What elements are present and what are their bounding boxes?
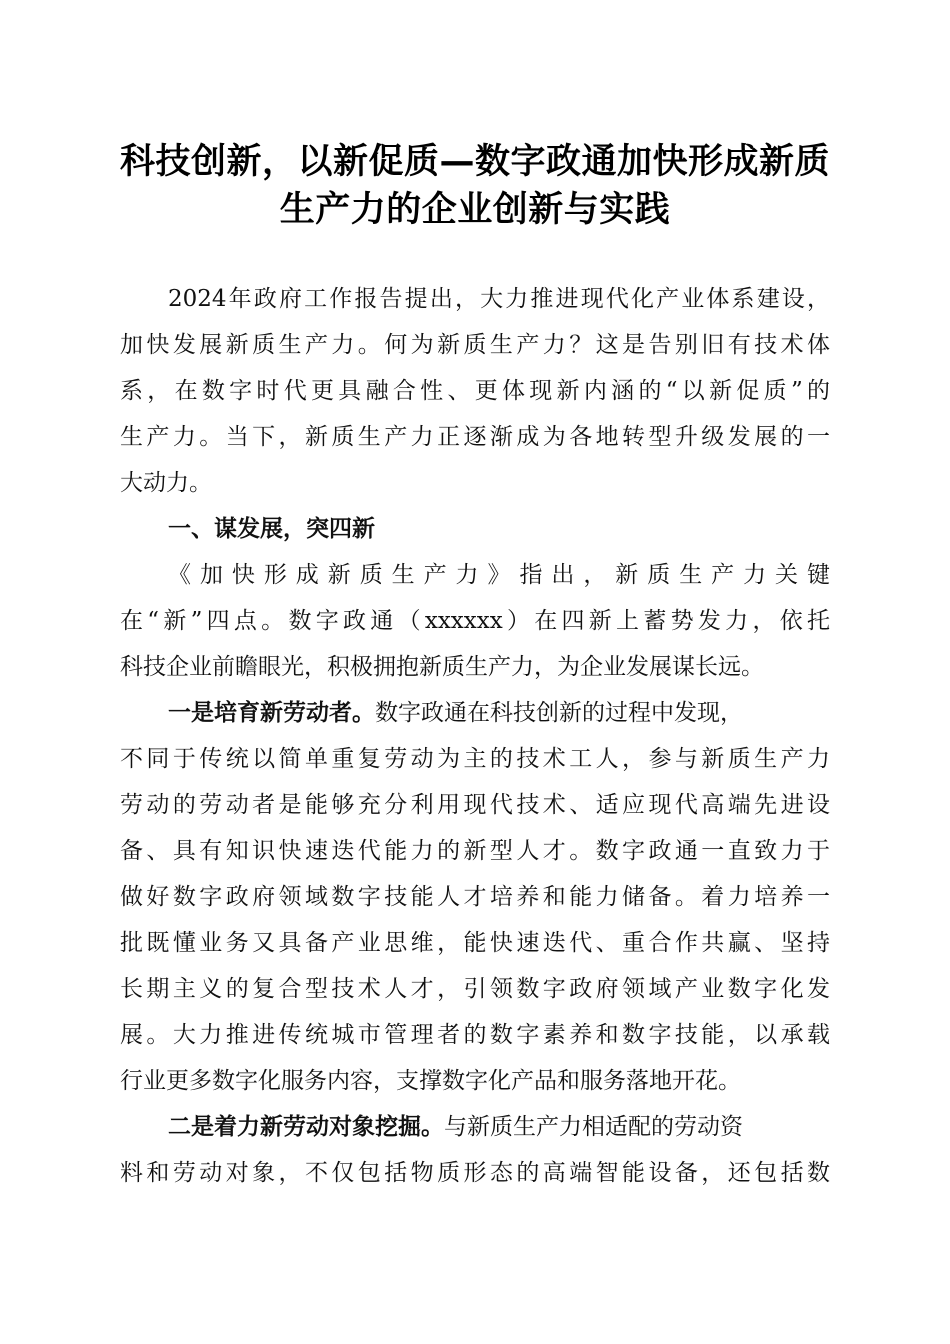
paragraph-4-lead: 二是着力新劳动对象挖掘。: [168, 1113, 444, 1140]
paragraph-1-line-2: 加快发展新质生产力。何为新质生产力？这是告别旧有技术体: [120, 332, 830, 358]
paragraph-3-lead: 一是培育新劳动者。: [168, 699, 375, 726]
paragraph-3-line-7: 长期主义的复合型技术人才，引领数字政府领域产业数字化发: [120, 976, 830, 1002]
paragraph-3-line-3: 劳动的劳动者是能够充分利用现代技术、适应现代高端先进设: [120, 792, 830, 818]
paragraph-3-first-rest: 数字政通在科技创新的过程中发现，: [375, 700, 743, 726]
paragraph-3-line-8: 展。大力推进传统城市管理者的数字素养和数字技能，以承载: [120, 1022, 830, 1048]
section-heading-1: 一、谋发展，突四新: [168, 516, 375, 542]
paragraph-1-line-1: 2024年政府工作报告提出，大力推进现代化产业体系建设，: [168, 286, 830, 312]
paragraph-1-line-3: 系，在数字时代更具融合性、更体现新内涵的“以新促质”的: [120, 378, 830, 404]
document-title-line-1: 科技创新，以新促质—数字政通加快形成新质: [119, 142, 830, 182]
paragraph-3-line-4: 备、具有知识快速迭代能力的新型人才。数字政通一直致力于: [120, 838, 830, 864]
paragraph-2-line-1: 《加快形成新质生产力》指出，新质生产力关键: [168, 562, 830, 588]
paragraph-4-line-1: [168, 1104, 830, 1150]
paragraph-3-line-1: [168, 690, 830, 736]
paragraph-2-line-3: 科技企业前瞻眼光，积极拥抱新质生产力，为企业发展谋长远。: [120, 654, 764, 680]
paragraph-3-line-5: 做好数字政府领域数字技能人才培养和能力储备。着力培养一: [120, 884, 830, 910]
paragraph-1-line-5: 大动力。: [120, 470, 212, 496]
paragraph-1-line-4: 生产力。当下，新质生产力正逐渐成为各地转型升级发展的一: [120, 424, 830, 450]
paragraph-3-line-6: 批既懂业务又具备产业思维，能快速迭代、重合作共赢、坚持: [120, 930, 830, 956]
document-title-line-2: 生产力的企业创新与实践: [279, 190, 671, 230]
paragraph-3-line-2: 不同于传统以简单重复劳动为主的技术工人，参与新质生产力: [120, 746, 830, 772]
paragraph-2-line-2: 在“新”四点。数字政通（xxxxxx）在四新上蓄势发力，依托: [120, 608, 830, 634]
paragraph-4-line-2: 料和劳动对象，不仅包括物质形态的高端智能设备，还包括数: [120, 1160, 830, 1186]
paragraph-3-line-9: 行业更多数字化服务内容，支撑数字化产品和服务落地开花。: [120, 1068, 741, 1094]
paragraph-4-first-rest: 与新质生产力相适配的劳动资: [444, 1114, 743, 1140]
